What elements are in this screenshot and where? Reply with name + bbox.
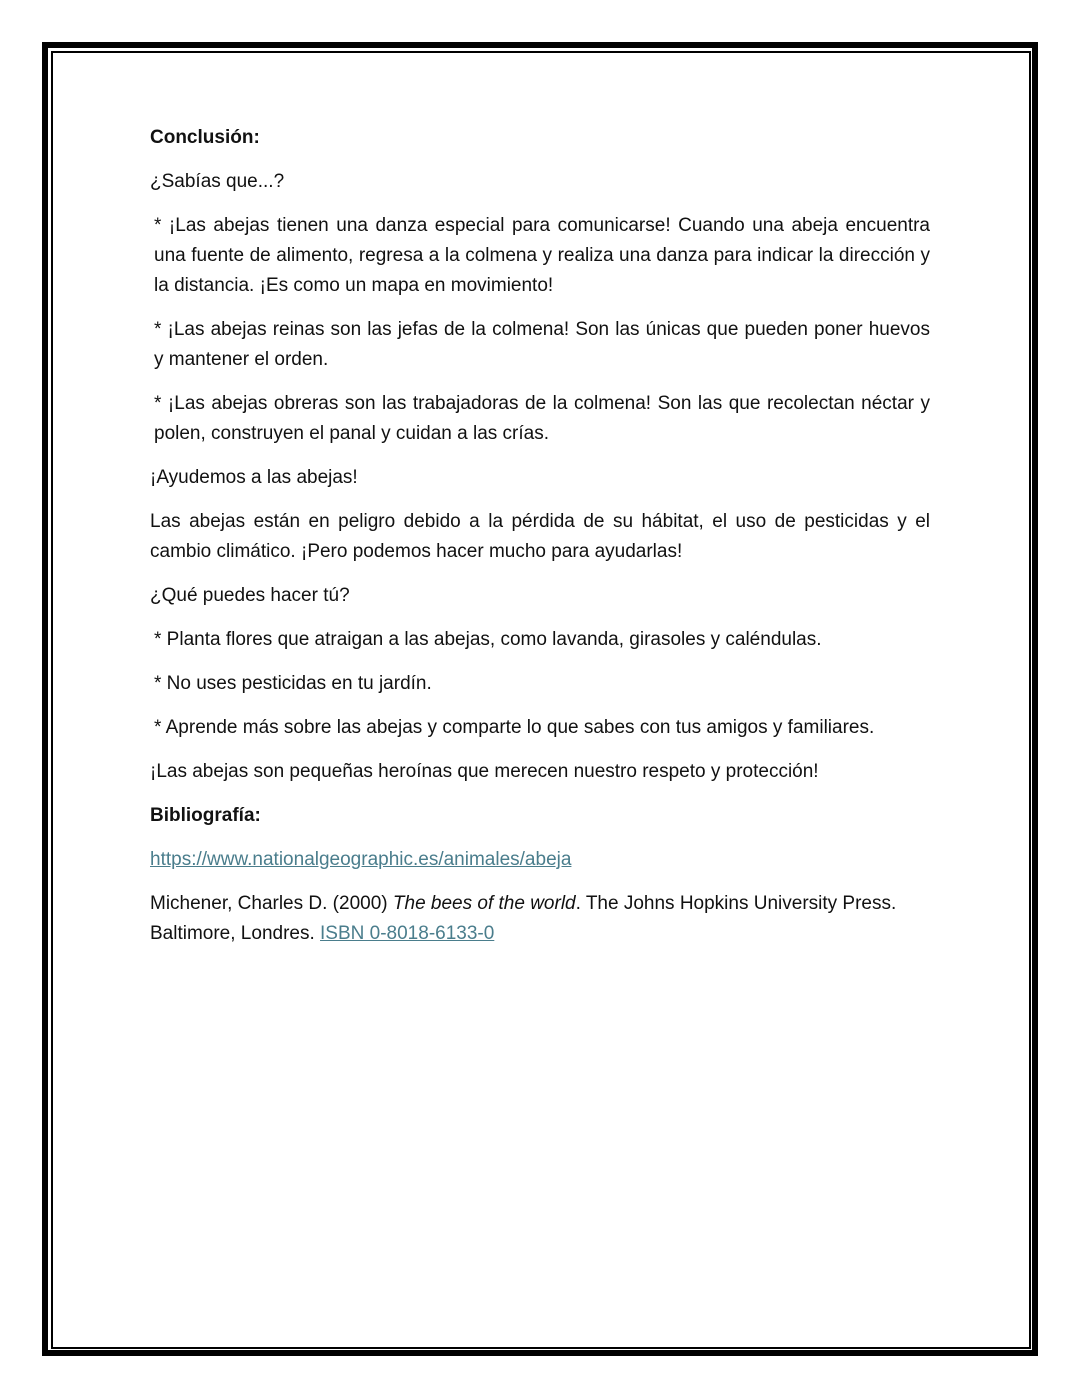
national-geographic-link[interactable]: https://www.nationalgeographic.es/animales/abeja (150, 849, 572, 870)
bibliography-book (150, 889, 930, 949)
action-item: * No uses pesticidas en tu jardín. (154, 673, 432, 694)
help-heading: ¡Ayudemos a las abejas! (150, 467, 358, 488)
danger-text: Las abejas están en peligro debido a la pérdida de su hábitat, el uso de pesticidas y el cambio climático. ¡Pero podemos hacer mucho para ayudarlas! (150, 511, 930, 562)
book-publisher: . The Johns Hopkins University Press. Baltimore, Londres. (150, 893, 897, 944)
fact-item: * ¡Las abejas reinas son las jefas de la colmena! Son las únicas que pueden poner huevos y mantener el orden. (154, 319, 930, 370)
book-title: The bees of the world (392, 893, 576, 914)
document-body (150, 123, 930, 963)
isbn-link[interactable]: ISBN 0-8018-6133-0 (320, 923, 495, 944)
fact-item: * ¡Las abejas tienen una danza especial para comunicarse! Cuando una abeja encuentra una fuente de alimento, regresa a la colmena y realiza una danza para indicar la dirección y la distancia. ¡Es como un mapa en movimiento! (154, 215, 930, 296)
conclusion-heading: Conclusión: (150, 127, 260, 148)
did-you-know: ¿Sabías que...? (150, 171, 285, 192)
bibliography-link-line (150, 845, 930, 875)
what-can-you-do: ¿Qué puedes hacer tú? (150, 585, 350, 606)
book-author: Michener, Charles D. (2000) (150, 893, 393, 914)
closing-text: ¡Las abejas son pequeñas heroínas que merecen nuestro respeto y protección! (150, 761, 819, 782)
action-item: * Planta flores que atraigan a las abejas, como lavanda, girasoles y caléndulas. (154, 629, 822, 650)
bibliography-heading: Bibliografía: (150, 805, 261, 826)
fact-item: * ¡Las abejas obreras son las trabajadoras de la colmena! Son las que recolectan néctar y polen, construyen el panal y cuidan a las crías. (154, 393, 930, 444)
action-item: * Aprende más sobre las abejas y comparte lo que sabes con tus amigos y familiares. (154, 717, 875, 738)
